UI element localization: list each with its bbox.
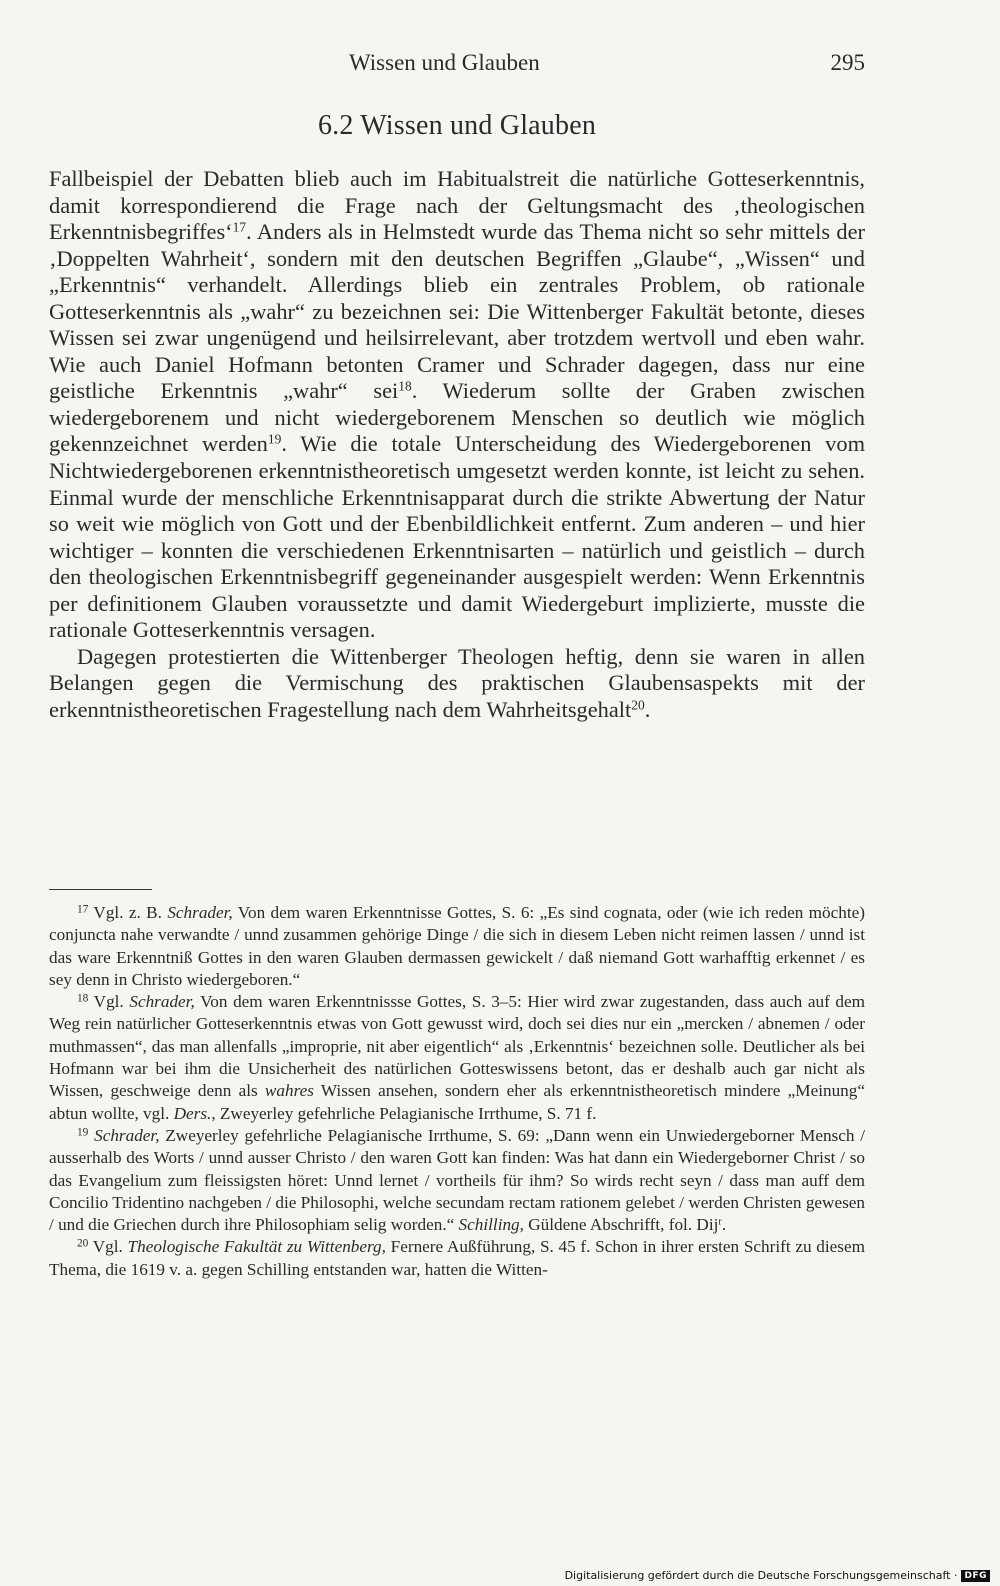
running-title: Wissen und Glauben (349, 50, 540, 75)
footnote-ref: 19 (267, 432, 282, 448)
footnote: $^{20}$ Vgl. Theologische Fakultät zu Wittenberg, Fernere Außführung, S. 45 f. Schon in ihrer ersten Schrift zu diesem Thema, die 1619 v. a. gegen Schilling entstanden war, hatten die Witten- (49, 1237, 865, 1279)
page-number: 295 (830, 50, 865, 75)
footnote-divider (49, 889, 152, 890)
footnote: $^{19}$ Schrader, Zweyerley gefehrliche Pelagianische Irrthume, S. 69: „Dann wenn ein Unwiedergeborner Mensch / ausserhalb des Worts / unnd ausser Christo / den waren Gott kan finden: Was hat dann ein Wiedergeborner Christ / so das Evangelium zum fleissigsten höret: Unnd lernet / vortheils für ihm? So wirds recht seyn / dass man auff dem Concilio Tridentino nachgeben / die Philosophi, welche secundam rectam rationem gelebet / werden Christen gewesen / und die Griechen durch ihre Philosophiam selig worden.“ Schilling, Güldene Abschrifft, fol. Dij$^r$. (49, 1125, 865, 1235)
paragraph: Fallbeispiel der Debatten blieb auch im Habitualstreit die natürliche Gotteserkenntnis, damit korrespondierend die Frage nach der Geltungsmacht des ‚theologischen Erkenntnisbegriffes‘$^{17}$. Anders als in Helmstedt wurde das Thema nicht so sehr mittels der ‚Doppelten Wahrheit‘, sondern mit den deutschen Begriffen „Glaube“, „Wissen“ und „Erkenntnis“ verhandelt. Allerdings blieb ein zentrales Problem, ob rationale Gotteserkenntnis als „wahr“ zu bezeichnen sei: Die Wittenberger Fakultät betonte, dieses Wissen sei zwar ungenügend und heilsirrelevant, aber trotzdem wertvoll und eben wahr. Wie auch Daniel Hofmann betonten Cramer und Schrader dagegen, dass nur eine geistliche Erkenntnis „wahr“ sei$^{18}$. Wiederum sollte der Graben zwischen wiedergeborenem und nicht wiedergeborenem Menschen so deutlich wie möglich gekennzeichnet werden$^{19}$. Wie die totale Unterscheidung des Wiedergeborenen vom Nichtwiedergeborenen erkenntnistheoretisch umgesetzt werden konnte, ist leicht zu sehen. Einmal wurde der menschliche Erkenntnisapparat durch die strikte Abwertung der Natur so weit wie möglich von Gott und der Ebenbildlichkeit entfernt. Zum anderen – und hier wichtiger – konnten die verschiedenen Erkenntnisarten – natürlich und geistlich – durch den theologischen Erkenntnisbegriff gegeneinander ausgespielt werden: Wenn Erkenntnis per definitionem Glauben voraussetzte und damit Wiedergeburt implizierte, musste die rationale Gotteserkenntnis versagen. (49, 166, 865, 643)
footnote-ref: 17 (232, 219, 247, 235)
dfg-logo: DFG (961, 1570, 990, 1582)
running-head (49, 50, 865, 84)
main-text (49, 166, 865, 723)
footnote: $^{17}$ Vgl. z. B. Schrader, Von dem waren Erkenntnisse Gottes, S. 6: „Es sind cognata, oder (wie ich reden möchte) conjuncta nahe verwandte / unnd zusammen gehörige Dinge / die sich in diesem Leben nicht reimen lassen / unnd ist das ware Erkenntniß Gottes in den waren Glauben dermassen gewickelt / daß niemand Gott warhafftig erkennet / es sey denn in Christo wiedergeboren.“ (49, 903, 865, 989)
credit-text: Digitalisierung gefördert durch die Deutsche Forschungsgemeinschaft · (564, 1569, 958, 1582)
digitization-credit (565, 1569, 990, 1582)
paragraph: Dagegen protestierten die Wittenberger Theologen heftig, denn sie waren in allen Belangen gegen die Vermischung des praktischen Glaubensaspekts mit der erkenntnistheoretischen Fragestellung nach dem Wahrheitsgehalt$^{20}$. (49, 643, 865, 722)
footnote-ref: 20 (631, 697, 645, 713)
footnotes (49, 902, 865, 1281)
footnote: $^{18}$ Vgl. Schrader, Von dem waren Erkenntnissse Gottes, S. 3–5: Hier wird zwar zugestanden, dass auch auf dem Weg rein natürlicher Gotteserkenntnis etwas von Gott gewusst wird, doch sei dies nur ein „mercken / abnemen / oder muthmassen“, das man allenfalls „improprie, nit aber eigentlich“ als ‚Erkenntnis‘ bezeichnen solle. Deutlicher als bei Hofmann war bei ihm die Unsicherheit des natürlichen Gotteswissens betont, das er deshalb auch gar nicht als Wissen, geschweige denn als wahres Wissen ansehen, sondern eher als erkenntnistheoretisch mindere „Meinung“ abtun wollte, vgl. Ders., Zweyerley gefehrliche Pelagianische Irrthume, S. 71 f. (49, 992, 865, 1123)
section-heading: 6.2 Wissen und Glauben (317, 110, 597, 141)
footnote-ref: 18 (398, 378, 412, 394)
